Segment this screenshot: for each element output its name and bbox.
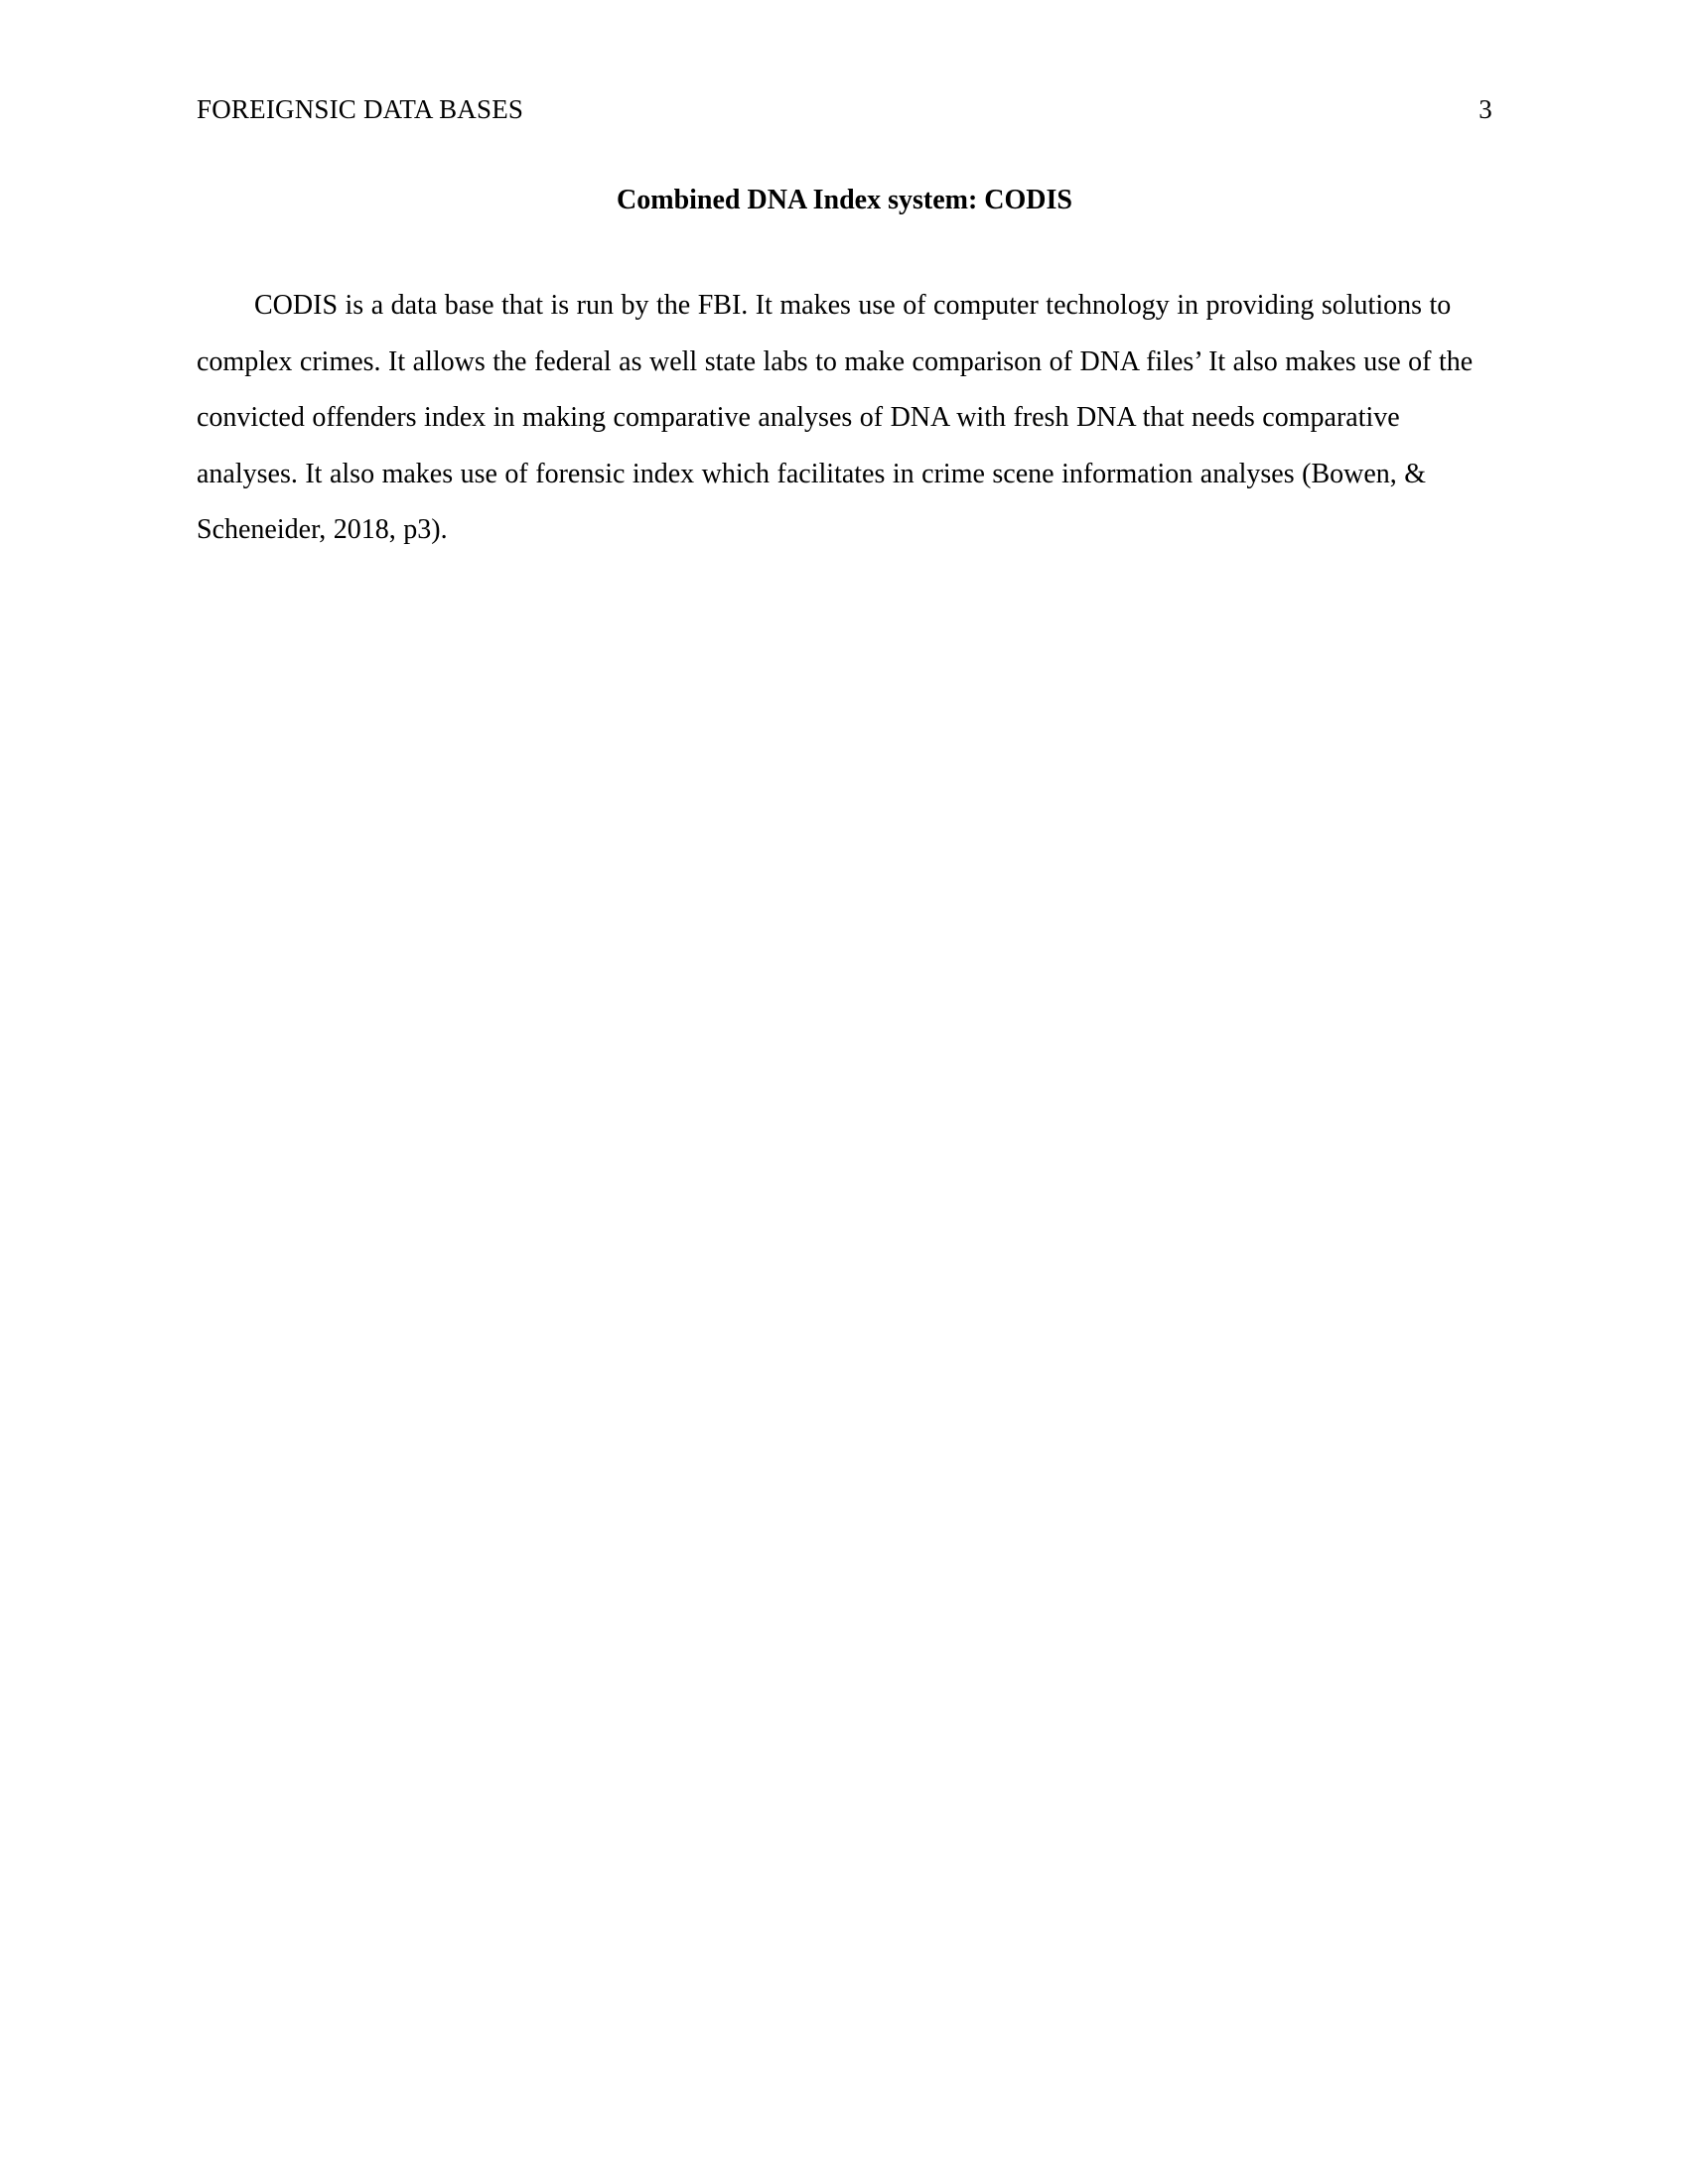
page-content — [197, 94, 1492, 587]
running-head-title: FOREIGNSIC DATA BASES — [197, 94, 524, 124]
page-number: 3 — [1478, 94, 1492, 124]
paper-sheet — [117, 40, 1572, 2144]
running-head — [197, 94, 1492, 125]
body-paragraph: CODIS is a data base that is run by the FBI. It makes use of computer technology in providing solutions to complex crimes. It allows the federal as well state labs to make comparison of DNA files’ It also makes use of the convicted offenders index in making comparative analyses of DNA with fresh DNA that needs comparative analyses. It also makes use of forensic index which facilitates in crime scene information analyses (Bowen, & Scheneider, 2018, p3). — [197, 290, 1474, 546]
page-title: Combined DNA Index system: CODIS — [617, 185, 1072, 215]
